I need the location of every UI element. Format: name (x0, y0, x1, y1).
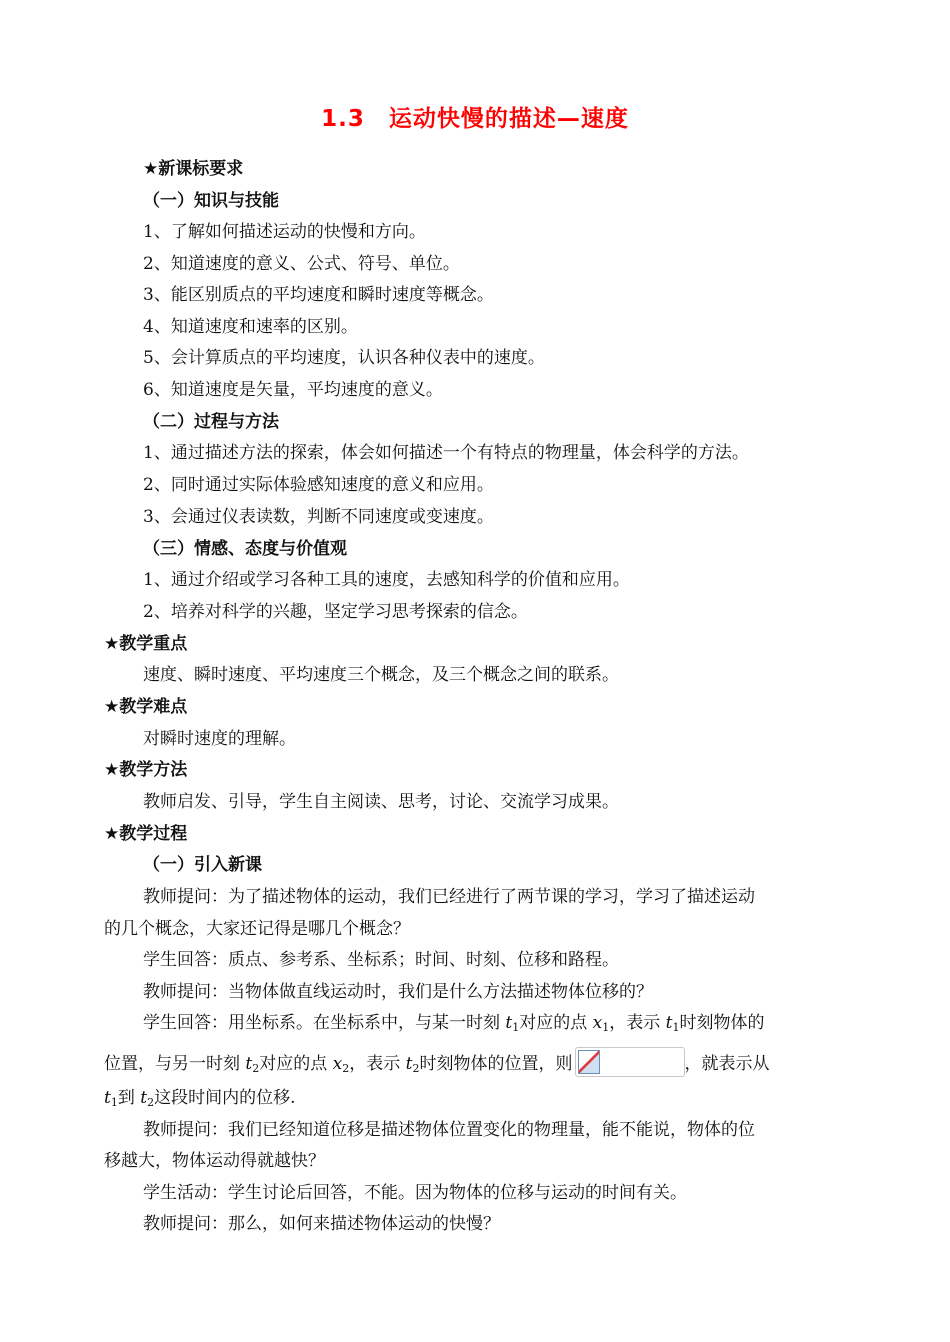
para-7: 教师提问：那么，如何来描述物体运动的快慢？ (143, 1214, 500, 1234)
page-title: 1.3 运动快慢的描述—速度 (321, 106, 629, 132)
var-x-b: x (332, 1054, 343, 1074)
emotion-item-1: 1、通过介绍或学习各种工具的速度，去感知科学的价值和应用。 (143, 570, 630, 590)
sub-1d: 1 (110, 1096, 118, 1109)
difficulty-text: 对瞬时速度的理解。 (143, 729, 296, 749)
knowledge-item-4: 4、知道速度和速率的区别。 (143, 317, 358, 337)
section-heading-standards: ★新课标要求 (143, 159, 244, 179)
para-4-text-f: 对应的点 (259, 1054, 333, 1074)
subheading-emotion: （三）情感、态度与价值观 (143, 539, 347, 559)
knowledge-item-3: 3、能区别质点的平均速度和瞬时速度等概念。 (143, 285, 494, 305)
para-4-text-c: ，表示 (609, 1013, 666, 1033)
sub-1b: 1 (602, 1021, 610, 1034)
section-heading-method: ★教学方法 (104, 760, 188, 780)
section-heading-key-points: ★教学重点 (104, 634, 188, 654)
broken-image-icon (578, 1050, 600, 1074)
sub-2b: 2 (342, 1062, 350, 1075)
method-text: 教师启发、引导，学生自主阅读、思考，讨论、交流学习成果。 (143, 792, 619, 812)
var-t-b: t (665, 1013, 673, 1033)
sub-1: 1 (512, 1021, 520, 1034)
var-t: t (505, 1013, 513, 1033)
sub-1c: 1 (672, 1021, 680, 1034)
sub-2: 2 (252, 1062, 260, 1075)
sub-2d: 2 (147, 1096, 155, 1109)
var-x: x (592, 1013, 603, 1033)
para-5-line-1: 教师提问：我们已经知道位移是描述物体位置变化的物理量，能不能说，物体的位 (143, 1120, 755, 1140)
para-4-text-i: ，就表示从 (684, 1054, 770, 1074)
para-4-text-g: ，表示 (349, 1054, 406, 1074)
knowledge-item-6: 6、知道速度是矢量，平均速度的意义。 (143, 380, 443, 400)
para-4-text-a: 学生回答：用坐标系。在坐标系中，与某一时刻 (143, 1013, 506, 1033)
key-points-text: 速度、瞬时速度、平均速度三个概念，及三个概念之间的联系。 (143, 665, 619, 685)
sub-2c: 2 (412, 1062, 420, 1075)
para-6: 学生活动：学生讨论后回答，不能。因为物体的位移与运动的时间有关。 (143, 1183, 687, 1203)
subheading-process: （二）过程与方法 (143, 412, 279, 432)
para-4-text-j: 到 (117, 1088, 141, 1108)
subheading-knowledge: （一）知识与技能 (143, 191, 279, 211)
para-2: 学生回答：质点、参考系、坐标系；时间、时刻、位移和路程。 (143, 950, 619, 970)
para-3: 教师提问：当物体做直线运动时，我们是什么方法描述物体位移的？ (143, 982, 653, 1002)
var-t-e: t (104, 1088, 111, 1108)
knowledge-item-5: 5、会计算质点的平均速度，认识各种仪表中的速度。 (143, 348, 545, 368)
para-4-line-3 (104, 1086, 296, 1115)
para-1-line-1: 教师提问：为了描述物体的运动，我们已经进行了两节课的学习，学习了描述运动 (143, 887, 755, 907)
para-4-line-1 (143, 1011, 765, 1040)
para-4-text-k: 这段时间内的位移. (154, 1088, 296, 1108)
para-4-text-d: 时刻物体的 (679, 1013, 765, 1033)
process-item-1: 1、通过描述方法的探索，体会如何描述一个有特点的物理量，体会科学的方法。 (143, 443, 749, 463)
para-1-line-2: 的几个概念，大家还记得是哪几个概念？ (104, 919, 410, 939)
section-heading-process: ★教学过程 (104, 824, 188, 844)
var-t-f: t (140, 1088, 148, 1108)
formula-image-placeholder (575, 1047, 685, 1077)
para-4-text-h: 时刻物体的位置，则 (419, 1054, 573, 1074)
var-t-c: t (245, 1054, 253, 1074)
emotion-item-2: 2、培养对科学的兴趣，坚定学习思考探索的信念。 (143, 602, 528, 622)
section-heading-difficulty: ★教学难点 (104, 697, 188, 717)
process-item-2: 2、同时通过实际体验感知速度的意义和应用。 (143, 475, 494, 495)
para-4-line-2 (104, 1047, 770, 1081)
para-5-line-2: 移越大，物体运动得就越快？ (104, 1151, 325, 1171)
var-t-d: t (405, 1054, 413, 1074)
para-4-text-b: 对应的点 (519, 1013, 593, 1033)
para-4-text-e: 位置，与另一时刻 (104, 1054, 246, 1074)
subheading-intro: （一）引入新课 (143, 855, 262, 875)
knowledge-item-1: 1、了解如何描述运动的快慢和方向。 (143, 222, 426, 242)
knowledge-item-2: 2、知道速度的意义、公式、符号、单位。 (143, 254, 460, 274)
process-item-3: 3、会通过仪表读数，判断不同速度或变速度。 (143, 507, 494, 527)
